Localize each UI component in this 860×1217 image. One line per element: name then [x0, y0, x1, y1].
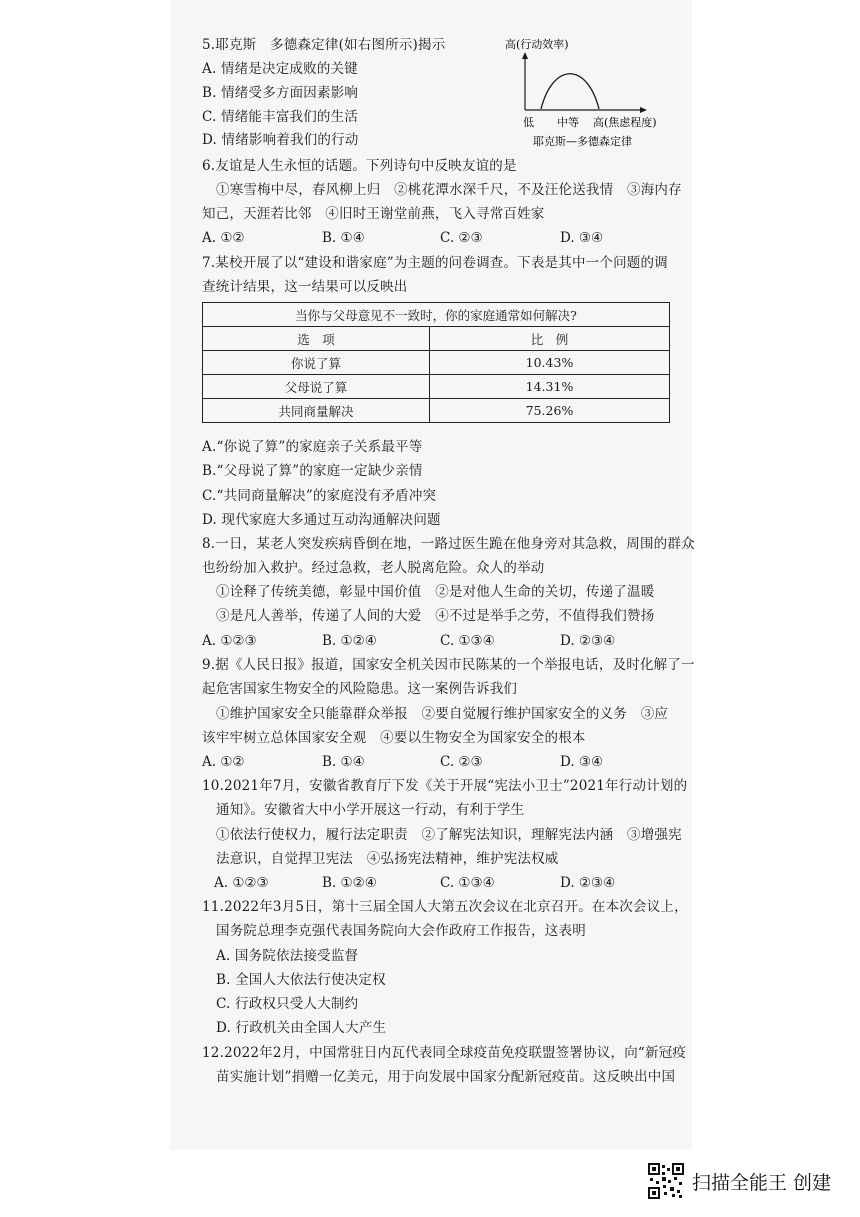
- q5-option-d: D. 情绪影响着我们的行动: [202, 132, 359, 148]
- chart-caption: 耶克斯—多德森定律: [533, 135, 632, 148]
- q7-option-a: A.“你说了算”的家庭亲子关系最平等: [202, 439, 423, 455]
- q12-line-1: 12.2022年2月，中国常驻日内瓦代表同全球疫苗免疫联盟签署协议，向“新冠疫: [202, 1045, 687, 1061]
- q10-option-d: D. ②③④: [560, 875, 616, 891]
- q11-option-d: D. 行政机关由全国人大产生: [216, 1020, 387, 1036]
- chart-x-arrow: [640, 107, 647, 113]
- q6-line-1: 6.友谊是人生永恒的话题。下列诗句中反映友谊的是: [202, 158, 517, 174]
- q9-option-b: B. ①④: [322, 754, 365, 770]
- q9-line-3: ①维护国家安全只能靠群众举报 ②要自觉履行维护国家安全的义务 ③应: [216, 706, 669, 722]
- chart-x-high: 高(焦虑程度): [593, 116, 657, 129]
- q6-line-2: ①寒雪梅中尽，春风柳上归 ②桃花潭水深千尺，不及汪伦送我情 ③海内存: [216, 182, 682, 198]
- chart-x-low: 低: [523, 116, 534, 129]
- q10-line-4: 法意识，自觉捍卫宪法 ④弘扬宪法精神，维护宪法权威: [216, 851, 559, 867]
- q6-option-b: B. ①④: [322, 230, 365, 246]
- q8-option-a: A. ①②③: [202, 633, 257, 649]
- q5-option-b: B. 情绪受多方面因素影响: [202, 85, 359, 101]
- q11-option-b: B. 全国人大依法行使决定权: [216, 972, 386, 988]
- q7-option-c: C.“共同商量解决”的家庭没有矛盾冲突: [202, 488, 437, 504]
- table-row: [203, 375, 670, 399]
- q7-line-1: 7.某校开展了以“建设和谐家庭”为主题的问卷调查。下表是其中一个问题的调: [202, 255, 668, 271]
- q9-line-1: 9.据《人民日报》报道，国家安全机关因市民陈某的一个举报电话，及时化解了一: [202, 657, 695, 673]
- table-header-ratio: 比 例: [430, 327, 670, 351]
- qr-code-icon: [648, 1163, 684, 1199]
- table-cell-option: 父母说了算: [203, 375, 430, 399]
- table-header-option: 选 项: [203, 327, 430, 351]
- q8-line-3: ①诠释了传统美德，彰显中国价值 ②是对他人生命的关切，传递了温暖: [216, 584, 655, 600]
- q12-line-2: 苗实施计划”捐赠一亿美元，用于向发展中国家分配新冠疫苗。这反映出中国: [216, 1069, 676, 1085]
- q11-option-a: A. 国务院依法接受监督: [216, 948, 359, 964]
- table-cell-option: 你说了算: [203, 351, 430, 375]
- q8-line-1: 8.一日，某老人突发疾病昏倒在地，一路过医生跪在他身旁对其急救，周围的群众: [202, 536, 695, 552]
- table-cell-ratio: 75.26%: [430, 399, 670, 423]
- q6-option-d: D. ③④: [560, 230, 604, 246]
- q10-line-1: 10.2021年7月，安徽省教育厅下发《关于开展“宪法小卫士”2021年行动计划的: [202, 778, 688, 794]
- q6-line-3: 知己，天涯若比邻 ④旧时王谢堂前燕，飞入寻常百姓家: [202, 206, 545, 222]
- q10-option-b: B. ①②④: [322, 875, 377, 891]
- q5-stem: 5.耶克斯 多德森定律(如右图所示)揭示: [202, 37, 446, 53]
- q9-line-2: 起危害国家生物安全的风险隐患。这一案例告诉我们: [202, 681, 518, 697]
- yerkes-dodson-chart: [495, 36, 680, 156]
- q11-line-2: 国务院总理李克强代表国务院向大会作政府工作报告，这表明: [216, 923, 586, 939]
- table-row: [203, 399, 670, 423]
- q8-option-d: D. ②③④: [560, 633, 616, 649]
- q11-option-c: C. 行政权只受人大制约: [216, 996, 359, 1012]
- q10-line-2: 通知》。安徽省大中小学开展这一行动，有利于学生: [216, 802, 525, 818]
- q9-option-c: C. ②③: [440, 754, 483, 770]
- q6-option-a: A. ①②: [202, 230, 245, 246]
- q9-option-d: D. ③④: [560, 754, 604, 770]
- scanner-watermark: 扫描全能王 创建: [692, 1172, 832, 1194]
- q8-line-2: 也纷纷加入救护。经过急救，老人脱离危险。众人的举动: [202, 560, 545, 576]
- q9-option-a: A. ①②: [202, 754, 245, 770]
- q10-line-3: ①依法行使权力，履行法定职责 ②了解宪法知识，理解宪法内涵 ③增强宪: [216, 827, 682, 843]
- q8-option-b: B. ①②④: [322, 633, 377, 649]
- q6-option-c: C. ②③: [440, 230, 483, 246]
- table-cell-ratio: 14.31%: [430, 375, 670, 399]
- q8-option-c: C. ①③④: [440, 633, 495, 649]
- chart-y-arrow: [522, 52, 528, 59]
- q7-option-b: B.“父母说了算”的家庭一定缺少亲情: [202, 463, 423, 479]
- q8-line-4: ③是凡人善举，传递了人间的大爱 ④不过是举手之劳，不值得我们赞扬: [216, 608, 655, 624]
- q9-line-4: 该牢牢树立总体国家安全观 ④要以生物安全为国家安全的根本: [202, 730, 586, 746]
- chart-ylabel: 高(行动效率): [505, 38, 569, 51]
- q5-option-c: C. 情绪能丰富我们的生活: [202, 109, 359, 125]
- table-title: 当你与父母意见不一致时，你的家庭通常如何解决?: [203, 303, 670, 327]
- chart-x-mid: 中等: [557, 116, 579, 129]
- q5-option-a: A. 情绪是决定成败的关键: [202, 61, 358, 77]
- table-cell-option: 共同商量解决: [203, 399, 430, 423]
- q11-line-1: 11.2022年3月5日，第十三届全国人大第五次会议在北京召开。在本次会议上，: [202, 899, 688, 915]
- q10-option-c: C. ①③④: [440, 875, 495, 891]
- chart-curve: [541, 74, 599, 109]
- survey-table: [202, 302, 670, 423]
- q7-line-2: 查统计结果，这一结果可以反映出: [202, 279, 408, 295]
- table-cell-ratio: 10.43%: [430, 351, 670, 375]
- table-row: [203, 351, 670, 375]
- q10-option-a: A. ①②③: [214, 875, 269, 891]
- q7-option-d: D. 现代家庭大多通过互动沟通解决问题: [202, 512, 441, 528]
